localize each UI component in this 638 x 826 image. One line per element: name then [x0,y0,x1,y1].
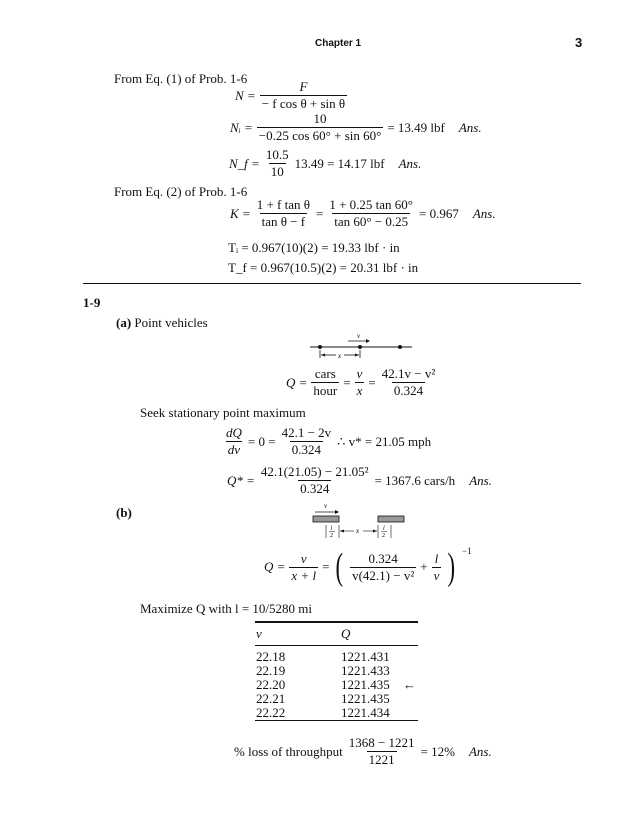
Qb-denominator: v(42.1) − v² [352,567,415,583]
Qb-v: v [300,550,307,566]
dQ-zero: = 0 = [247,433,276,449]
cell-q: 1221.435 [341,691,390,706]
table-row [256,706,421,720]
dQ-denominator: 0.324 [291,442,321,457]
point-vehicles-figure [300,330,420,360]
maximize-text: Maximize Q with l = 10/5280 mi [140,601,312,616]
table-row [256,692,421,706]
Q-cars: cars [314,366,336,381]
Q-star-lhs: Q* = [227,472,255,488]
dQ-equation [222,426,433,457]
cell-marker [401,692,421,706]
seek-text: Seek stationary point maximum [140,405,306,420]
table-row [256,678,421,692]
cell-v: 22.21 [256,691,286,706]
table-header-q: Q [341,626,351,641]
cell-marker [401,650,421,664]
table-header-row [256,627,421,641]
Ni-ans: Ans. [458,119,482,135]
part-b-label: (b) [116,505,132,520]
Ni-lhs: Nᵢ = [230,119,253,135]
part-a-label: (a) [116,315,132,330]
table-header-v: v [256,626,262,641]
K-denominator-1: tan θ − f [261,214,306,229]
table-row [256,650,421,664]
throughput-loss-equation [232,736,494,767]
Nf-lhs: N_f = [229,155,260,171]
K-equals: = [315,205,324,221]
Ti-equation: Tᵢ = 0.967(10)(2) = 19.33 lbf · in [228,240,400,255]
max-arrow-icon: ← [403,677,416,692]
Qb-numerator: 0.324 [368,550,398,566]
problem-number: 1-9 [83,295,101,310]
Qb-v-den: v [433,567,440,583]
cell-v: 22.20 [256,677,286,692]
Nf-ans: Ans. [398,155,422,171]
Q-star-numerator: 42.1(21.05) − 21.05² [260,464,369,479]
Qb-l: l [434,550,439,566]
section-divider [83,283,581,284]
Q-definition [284,367,439,398]
cell-q: 1221.433 [341,663,390,678]
loss-numerator: 1368 − 1221 [348,735,415,750]
Q-star-result: = 1367.6 cars/h [374,472,456,488]
Q-lhs: Q = [286,374,308,390]
eq2-reference: From Eq. (2) of Prob. 1-6 [114,184,248,199]
Ni-result: = 13.49 lbf [387,119,445,135]
fig-b-2b: 2 [382,533,385,539]
dQ: dQ [226,425,242,440]
Q-equals-2: = [368,374,376,390]
dv: dv [227,442,241,457]
Q-star-equation [225,465,494,496]
fig-a-x-label: x [338,352,342,360]
Q-denom-const: 0.324 [393,383,424,398]
K-numerator-1: 1 + f tan θ [256,197,310,212]
part-a-title: Point vehicles [134,315,208,330]
table-body [256,650,421,720]
loss-lhs: % loss of throughput [234,743,343,759]
N-def-lhs: N = [235,87,256,103]
cell-marker [401,664,421,678]
table-top-rule [255,621,418,623]
Nf-denominator: 10 [270,164,284,179]
fig-b-x: x [356,527,360,535]
Nf-numerator: 10.5 [265,147,289,162]
Ni-equation [228,112,484,143]
K-result: = 0.967 [419,205,459,221]
dQ-numerator: 42.1 − 2v [281,425,332,440]
Q-star-denominator: 0.324 [300,481,330,496]
vehicles-with-length-figure [305,500,420,546]
cell-v: 22.22 [256,705,286,720]
normal-force-definition [233,80,349,111]
Nf-equation [227,148,423,179]
page-number: 3 [575,35,583,50]
K-denominator-2: tan 60° − 0.25 [334,214,409,229]
Qb-equals: = [322,559,330,574]
cell-q: 1221.434 [341,705,390,720]
part-a-heading [116,315,208,330]
loss-ans: Ans. [468,743,492,759]
Q-equals-1: = [343,374,351,390]
K-numerator-2: 1 + 0.25 tan 60° [329,197,413,212]
fig-a-v-label: v [357,332,361,340]
chapter-title: Chapter 1 [315,38,362,49]
K-equation [228,198,498,229]
N-def-numerator: F [299,79,308,94]
v-star-result: ∴ v* = 21.05 mph [337,433,432,449]
Qb-lhs: Q = [264,559,286,574]
Qb-plus: + [420,559,428,574]
Qb-x-plus-l: x + l [291,567,317,583]
Q-b-equation [262,548,474,586]
Nf-result: 13.49 = 14.17 lbf [294,155,385,171]
Q-hour: hour [313,383,338,398]
table-row [256,664,421,678]
Q-x: x [356,383,363,398]
right-paren: ) [447,546,456,588]
cell-v: 22.18 [256,649,286,664]
Q-poly: 42.1v − v² [381,366,436,381]
table-bottom-rule [255,720,418,721]
Q-v: v [356,366,363,381]
K-ans: Ans. [472,205,496,221]
Qb-exponent: −1 [462,546,472,556]
fig-b-l2: l [383,526,385,532]
Q-star-ans: Ans. [469,472,492,488]
fig-b-2a: 2 [330,533,333,539]
Ni-numerator: 10 [313,111,327,126]
left-paren: ( [335,546,344,588]
cell-q: 1221.435 [341,677,390,692]
results-table [256,627,421,641]
cell-q: 1221.431 [341,649,390,664]
eq1-reference: From Eq. (1) of Prob. 1-6 [114,71,248,86]
table-header-rule [255,645,418,646]
loss-result: = 12% [420,743,455,759]
Tf-equation: T_f = 0.967(10.5)(2) = 20.31 lbf · in [228,260,419,275]
cell-marker [401,706,421,720]
Ni-denominator: −0.25 cos 60° + sin 60° [258,128,382,143]
loss-denominator: 1221 [368,752,395,767]
fig-b-v-label: v [324,502,328,510]
N-def-denominator: − f cos θ + sin θ [261,96,346,111]
K-lhs: K = [230,205,251,221]
cell-v: 22.19 [256,663,286,678]
fig-b-l1: l [330,526,333,532]
